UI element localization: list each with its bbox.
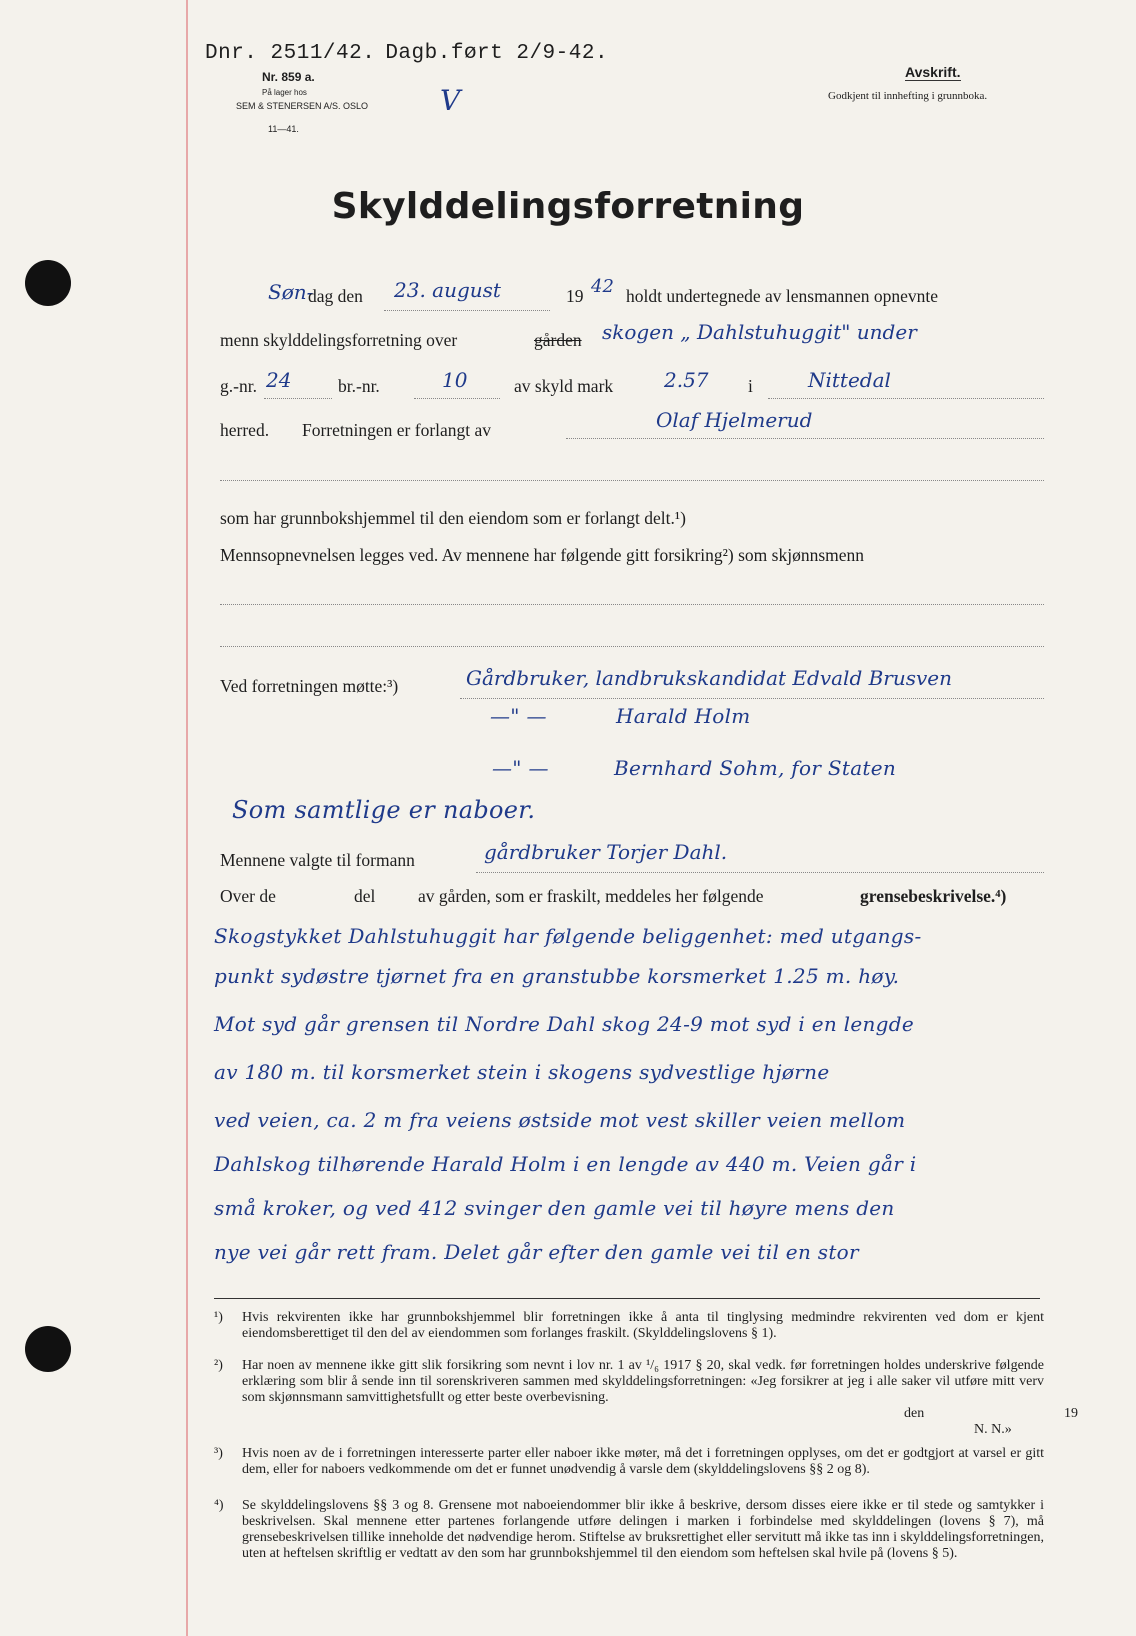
dotted-line xyxy=(384,310,550,311)
label-text: menn skylddelingsforretning over xyxy=(220,330,458,350)
label-text: g.-nr. xyxy=(220,376,257,396)
label-text: Mennsopnevnelsen legges ved. Av mennene har følgende gitt forsikring²) som skjønnsmenn xyxy=(220,545,865,565)
form-line-over xyxy=(220,886,1044,916)
label-text: holdt undertegnede av lensmannen opnevnte xyxy=(626,286,938,306)
footnote-mark: ¹) xyxy=(214,1310,223,1325)
description-line: små kroker, og ved 412 svinger den gamle vei til høyre mens den xyxy=(214,1196,895,1220)
description-line: Skogstykket Dahlstuhuggit har følgende beliggenhet: med utgangs- xyxy=(214,924,922,948)
label-text: dag den xyxy=(308,286,363,306)
form-line-property xyxy=(220,368,1044,406)
description-line: Dahlskog tilhørende Harald Holm i en lengde av 440 m. Veien går i xyxy=(214,1152,917,1176)
label-text: som har grunnbokshjemmel til den eiendom som er forlangt delt.¹) xyxy=(220,508,686,528)
weekday-handwritten: Søn- xyxy=(268,280,314,304)
form-line-object xyxy=(220,320,1044,360)
footnote-text: Se skylddelingslovens §§ 3 og 8. Grensene mot naboeiendommer blir ikke å beskrive, dersom disses eiere ikke er til stede og samtykker i beskrivelsen. Skal mennene etter partenes forlangende utføre delingen i marken i forbindelse med skylddelingen (lovens § 7), må grensebeskrivelsen tillike inneholde det nødvendige herom. Stiftelse av bruksrettighet eller servitutt må ikke tas inn i skylddelingsforretningen, uten at heftelsen skriftlig er vedtatt av den som har grunnbokshjemmel til den eiendom som heftelsen skal hvile på (lovens § 5). xyxy=(242,1498,1044,1561)
dotted-line xyxy=(768,398,1044,399)
avskrift-label: Avskrift. xyxy=(905,64,961,80)
journal-number xyxy=(205,42,618,65)
footnote-text: Hvis rekvirenten ikke har grunnbokshjemmel blir forretningen ikke å anta til tinglysing medmindre rekvirenten ved dom er kjent eiendomsberettiget til den del av eiendommen som forlanges fraskilt. (Skylddelingslovens § 1). xyxy=(242,1310,1044,1341)
attendee-1-handwritten: Gårdbruker, landbrukskandidat Edvald Brusven xyxy=(466,666,953,690)
form-line-attendance xyxy=(220,666,1044,706)
label-text: grensebeskrivelse.⁴) xyxy=(860,886,1007,906)
label-text: av skyld mark xyxy=(514,376,614,396)
printer-note: På lager hos xyxy=(262,88,307,97)
footnote-rule xyxy=(214,1298,1040,1299)
form-line-mennsopnevnelse xyxy=(220,545,1044,575)
dotted-line xyxy=(460,698,1044,699)
label-text: Over de xyxy=(220,886,276,906)
approval-note: Godkjent til innhefting i grunnboka. xyxy=(828,90,988,102)
footnote-mark: ³) xyxy=(214,1446,223,1461)
print-date: 11—41. xyxy=(268,124,299,134)
description-line: av 180 m. til korsmerket stein i skogens sydvestlige hjørne xyxy=(214,1060,830,1084)
footnote-4 xyxy=(214,1498,1044,1562)
footnote-nn: N. N.» xyxy=(974,1422,1012,1437)
punch-hole xyxy=(25,260,71,306)
label-text: i xyxy=(748,376,753,396)
attendee-2-handwritten: Harald Holm xyxy=(616,704,751,728)
footnote-19: 19 xyxy=(1064,1406,1078,1421)
place-handwritten: Nittedal xyxy=(808,368,891,392)
document-title: Skylddelingsforretning xyxy=(331,186,805,227)
form-line-date xyxy=(220,276,1044,316)
label-text: herred. xyxy=(220,420,270,440)
margin-line xyxy=(186,0,188,1636)
footnote-text: Hvis noen av de i forretningen interesserte parter eller naboer ikke møter, må det i forretningen opplyses, om det er godtgjort at varsel er gitt dem, eller for naboers vedkommende om det er funnet unødvendig å varsle dem (skylddelingslovens §§ 2 og 8). xyxy=(242,1446,1044,1477)
dotted-line xyxy=(220,646,1044,647)
neighbors-note-handwritten: Som samtlige er naboer. xyxy=(232,796,536,824)
punch-hole xyxy=(25,1326,71,1372)
description-line: Mot syd går grensen til Nordre Dahl skog 24-9 mot syd i en lengde xyxy=(214,1012,915,1036)
year-handwritten: 42 xyxy=(591,276,614,297)
description-line: punkt sydøstre tjørnet fra en granstubbe korsmerket 1.25 m. høy. xyxy=(214,964,900,988)
description-line: nye vei går rett fram. Delet går efter den gamle vei til en stor xyxy=(214,1240,859,1264)
footnote-mark: ⁴) xyxy=(214,1498,224,1513)
checkmark: V xyxy=(440,84,461,117)
description-line: ved veien, ca. 2 m fra veiens østside mot vest skiller veien mellom xyxy=(214,1108,906,1132)
footnote-text: Har noen av mennene ikke gitt slik forsikring som nevnt i lov nr. 1 av ¹/₆ 1917 § 20, skal vedk. før forretningen holdes underskrive følgende erklæring som blir å sende inn til sorenskriveren sammen med skylddelingsforretningen: «Jeg forsikrer at jeg i alle saker vil utføre mitt verv som skjønnsmann samvittighetsfullt og etter beste overbevisning. xyxy=(242,1358,1044,1405)
dotted-line xyxy=(220,480,1044,481)
dotted-line xyxy=(566,438,1044,439)
attendee-3-handwritten: Bernhard Sohm, for Staten xyxy=(614,756,897,780)
label-text: del xyxy=(354,886,376,906)
label-text: br.-nr. xyxy=(338,376,380,396)
footnote-2 xyxy=(214,1358,1078,1437)
bnr-handwritten: 10 xyxy=(442,368,468,392)
label-text: Ved forretningen møtte:³) xyxy=(220,676,399,696)
dagbok-text: Dagb.ført 2/9-42. xyxy=(385,42,609,65)
footnote-1 xyxy=(214,1310,1044,1342)
dotted-line xyxy=(414,398,500,399)
footnote-den: den xyxy=(904,1406,925,1421)
chairman-handwritten: gårdbruker Torjer Dahl. xyxy=(484,840,728,864)
dotted-line xyxy=(264,398,332,399)
label-text: Forretningen er forlangt av xyxy=(302,420,492,440)
label-text: Mennene valgte til formann xyxy=(220,850,415,870)
form-line-requester xyxy=(220,408,1044,450)
struck-text: gården xyxy=(534,330,582,350)
form-number: Nr. 859 a. xyxy=(262,70,315,84)
object-handwritten: skogen „ Dahlstuhuggit" under xyxy=(602,320,917,344)
gnr-handwritten: 24 xyxy=(266,368,292,392)
dnr-text: Dnr. 2511/42. xyxy=(205,42,376,65)
dotted-line xyxy=(476,872,1044,873)
form-line-hjemmel xyxy=(220,508,1044,538)
form-line-chairman xyxy=(220,840,1044,880)
label-text: av gården, som er fraskilt, meddeles her følgende xyxy=(418,886,764,906)
date-handwritten: 23. august xyxy=(394,278,501,302)
footnote-mark: ²) xyxy=(214,1358,223,1373)
requester-handwritten: Olaf Hjelmerud xyxy=(656,408,813,432)
skyld-handwritten: 2.57 xyxy=(664,368,709,392)
label-text: 19 xyxy=(566,286,584,306)
dotted-line xyxy=(220,604,1044,605)
footnote-3 xyxy=(214,1446,1044,1478)
ditto-mark: —" — xyxy=(490,704,547,728)
ditto-mark: —" — xyxy=(492,756,549,780)
printer-name: SEM & STENERSEN A/S. OSLO xyxy=(236,101,369,111)
